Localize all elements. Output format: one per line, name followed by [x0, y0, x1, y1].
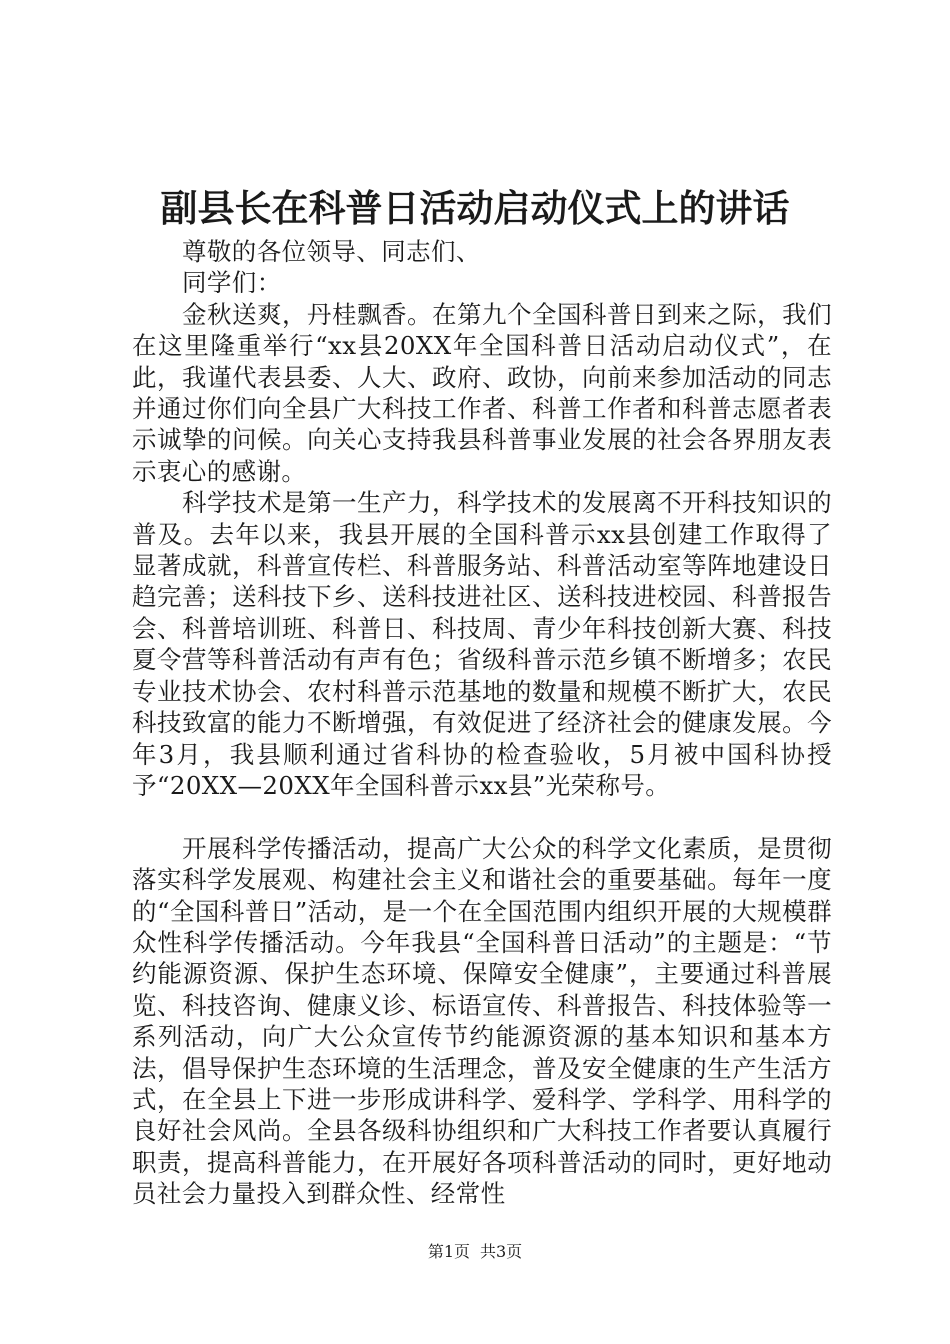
salutation-line: 尊敬的各位领导、同志们、 — [182, 237, 481, 266]
page-footer — [0, 1241, 950, 1263]
page-count: 共3页 — [480, 1242, 523, 1261]
document-body — [132, 236, 832, 1210]
page-number: 第1页 — [427, 1242, 470, 1261]
body-paragraph: 开展科学传播活动，提高广大公众的科学文化素质，是贯彻落实科学发展观、构建社会主义和谐社会的重要基础。每年一度的“全国科普日”活动，是一个在全国范围内组织开展的大规模群众性科学传播活动。今年我县“全国科普日活动”的主题是：“节约能源资源、保护生态环境、保障安全健康”，主要通过科普展览、科技咨询、健康义诊、标语宣传、科普报告、科技体验等一系列活动，向广大公众宣传节约能源资源的基本知识和基本方法，倡导保护生态环境的生活理念，普及安全健康的生产生活方式，在全县上下进一步形成讲科学、爱科学、学科学、用科学的良好社会风尚。全县各级科协组织和广大科技工作者要认真履行职责，提高科普能力，在开展好各项科普活动的同时，更好地动员社会力量投入到群众性、经常性 — [132, 833, 832, 1209]
body-paragraph: 科学技术是第一生产力，科学技术的发展离不开科技知识的普及。去年以来，我县开展的全国科普示xx县创建工作取得了显著成就，科普宣传栏、科普服务站、科普活动室等阵地建设日趋完善；送科技下乡、送科技进社区、送科技进校园、科普报告会、科普培训班、科普日、科技周、青少年科技创新大赛、科技夏令营等科普活动有声有色；省级科普示范乡镇不断增多；农民专业技术协会、农村科普示范基地的数量和规模不断扩大，农民科技致富的能力不断增强，有效促进了经济社会的健康发展。今年3月，我县顺利通过省科协的检查验收，5月被中国科协授予“20XX—20XX年全国科普示xx县”光荣称号。 — [132, 488, 832, 800]
document-title: 副县长在科普日活动启动仪式上的讲话 — [160, 186, 790, 230]
paragraph-gap — [132, 801, 832, 832]
salutation-line: 同学们： — [182, 268, 282, 298]
body-paragraph: 金秋送爽，丹桂飘香。在第九个全国科普日到来之际，我们在这里隆重举行“xx县20XX年全国科普日活动启动仪式”，在此，我谨代表县委、人大、政府、政协，向前来参加活动的同志并通过你们向全县广大科技工作者、科普工作者和科普志愿者表示诚挚的问候。向关心支持我县科普事业发展的社会各界朋友表示衷心的感谢。 — [132, 299, 832, 486]
